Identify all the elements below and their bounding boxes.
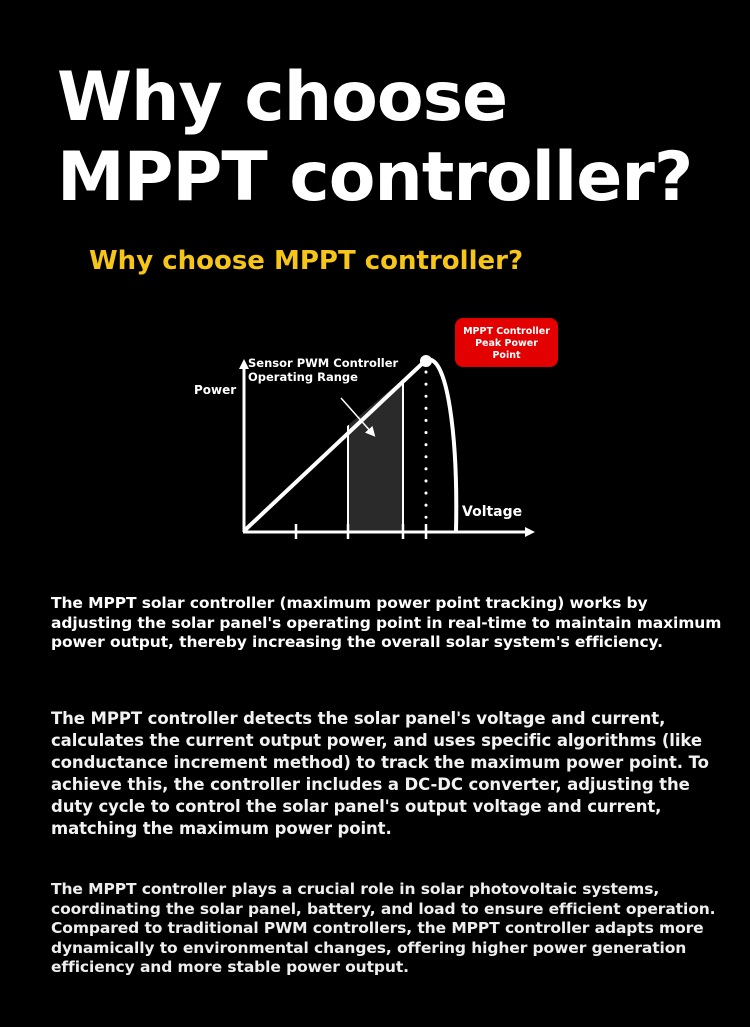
- peak-label-line3: Point: [492, 350, 521, 361]
- power-voltage-diagram: [0, 300, 750, 560]
- peak-label-line1: MPPT Controller: [463, 326, 550, 337]
- peak-label-line2: Peak Power: [475, 338, 538, 349]
- page-title-line1: Why choose: [57, 58, 508, 137]
- section-subtitle: Why choose MPPT controller?: [89, 246, 524, 276]
- x-axis-label: Voltage: [462, 504, 523, 520]
- paragraph-mppt-overview: The MPPT solar controller (maximum power point tracking) works by adjusting the solar panel's operating point in real-time to maintain maximum power output, thereby increasing the overall solar system's efficiency.: [51, 594, 722, 651]
- page-title-line2: MPPT controller?: [57, 138, 693, 217]
- paragraph-mppt-role: The MPPT controller plays a crucial role in solar photovoltaic systems, coordinating the solar panel, battery, and load to ensure efficient operation. Compared to traditional PWM controllers, the MPPT controller adapts more dynamically to environmental changes, offering higher power generation efficiency and more stable power output.: [51, 880, 716, 976]
- paragraph-mppt-operation: The MPPT controller detects the solar panel's voltage and current, calculates the current output power, and uses specific algorithms (like conductance increment method) to track the maximum power point. To achieve this, the controller includes a DC-DC converter, adjusting the duty cycle to control the solar panel's output voltage and current, matching the maximum power point.: [51, 709, 709, 838]
- peak-power-point: [420, 355, 432, 367]
- range-label-line2: Operating Range: [248, 370, 358, 384]
- y-axis-label: Power: [194, 383, 237, 397]
- page-title: [57, 58, 737, 218]
- range-label-line1: Sensor PWM Controller: [248, 356, 399, 370]
